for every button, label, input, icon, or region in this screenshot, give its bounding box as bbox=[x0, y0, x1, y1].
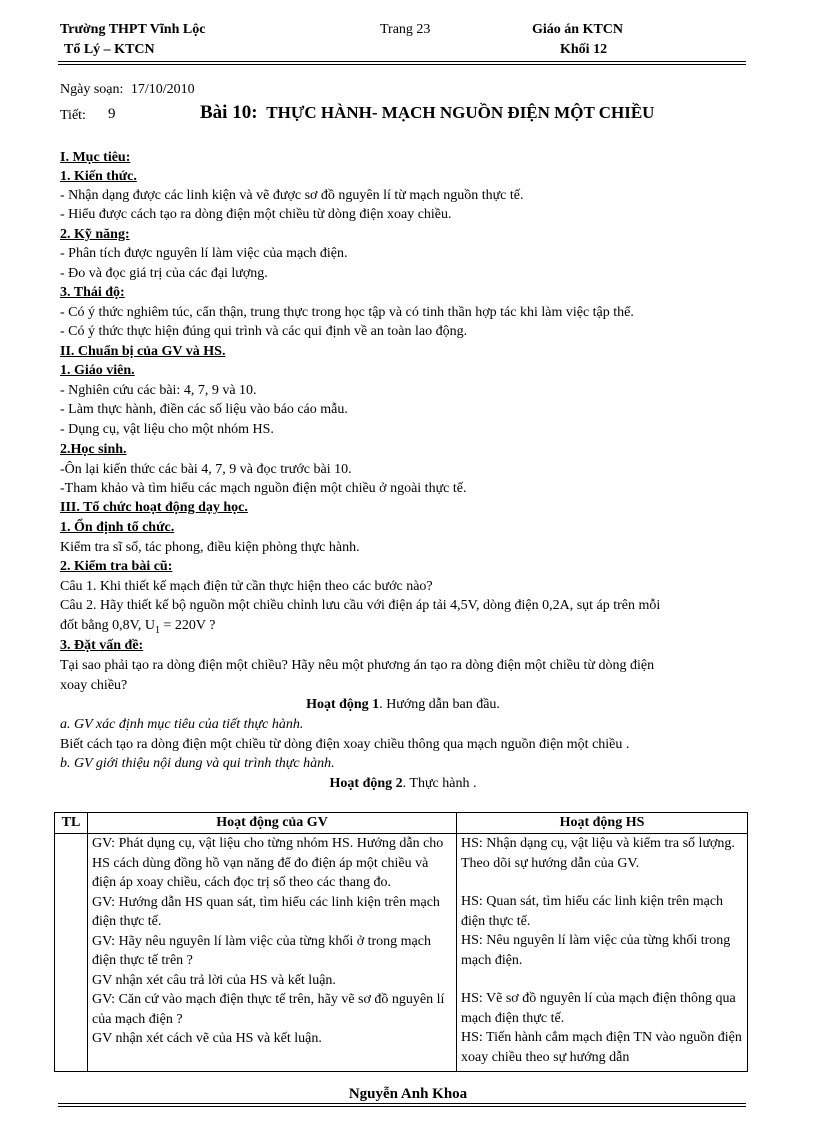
activity-2-subtitle: . Thực hành . bbox=[402, 776, 477, 791]
gv-step-5: GV: Căn cứ vào mạch điện thực tế trên, hãy vẽ sơ đồ nguyên lí của mạch điện ? bbox=[92, 992, 445, 1027]
cell-gv bbox=[88, 834, 457, 1072]
hs-step-5: HS: Tiến hành cắm mạch điện TN vào nguồn điện xoay chiều theo sự hướng dẫn bbox=[461, 1030, 742, 1065]
footer-rule-top bbox=[58, 1103, 746, 1104]
section-objectives: I. Mục tiêu: bbox=[60, 150, 131, 165]
skills-item-2: - Đo và đọc giá trị của các đại lượng. bbox=[60, 266, 268, 281]
hs-step-1: HS: Nhận dạng cụ, vật liệu và kiểm tra số lượng. Theo dõi sự hướng dẫn của GV. bbox=[461, 836, 735, 871]
activity-1-heading bbox=[60, 695, 746, 714]
period-label: Tiết: bbox=[60, 108, 86, 123]
date-line bbox=[60, 80, 195, 99]
section-activities: III. Tổ chức hoạt động dạy học. bbox=[60, 500, 248, 515]
organize-item: Kiểm tra sĩ số, tác phong, điều kiện phòng thực hành. bbox=[60, 540, 360, 555]
activity-1-title: Hoạt động 1 bbox=[306, 697, 380, 712]
knowledge-item-1: - Nhận dạng được các linh kiện và vẽ được sơ đồ nguyên lí từ mạch nguồn thực tế. bbox=[60, 188, 524, 203]
grade-name: Khối 12 bbox=[560, 42, 608, 57]
review-question-1: Câu 1. Khi thiết kế mạch điện tử cần thực hiện theo các bước nào? bbox=[60, 579, 433, 594]
col-header-tl: TL bbox=[55, 813, 88, 834]
page-number: Trang 23 bbox=[380, 22, 431, 37]
activity-1-subtitle: . Hướng dẫn ban đầu. bbox=[379, 697, 500, 712]
cell-hs bbox=[457, 834, 748, 1072]
department-name: Tổ Lý – KTCN bbox=[64, 42, 155, 57]
date-label: Ngày soạn: bbox=[60, 82, 124, 97]
hs-step-2: HS: Quan sát, tìm hiểu các linh kiện trên mạch điện thực tế. bbox=[461, 894, 724, 929]
header-rule-top bbox=[58, 61, 746, 62]
footer-rule-bottom bbox=[58, 1106, 746, 1107]
gv-step-3: GV: Hãy nêu nguyên lí làm việc của từng khối ở trong mạch điện thực tế trên ? bbox=[92, 933, 431, 968]
school-name: Trường THPT Vĩnh Lộc bbox=[60, 22, 206, 37]
subsection-knowledge: 1. Kiến thức. bbox=[60, 169, 137, 184]
teacher-item-3: - Dụng cụ, vật liệu cho một nhóm HS. bbox=[60, 422, 274, 437]
student-item-2: -Tham khảo và tìm hiểu các mạch nguồn điện một chiều ở ngoài thực tế. bbox=[60, 481, 467, 496]
subsection-skills: 2. Kỹ năng: bbox=[60, 227, 130, 242]
gv-step-2: GV: Hướng dẫn HS quan sát, tìm hiểu các linh kiện trên mạch điện thực tế. bbox=[92, 894, 440, 929]
activity-2-title: Hoạt động 2 bbox=[329, 776, 403, 791]
activity-1-a: a. GV xác định mục tiêu của tiết thực hành. bbox=[60, 717, 304, 732]
problem-line-1: Tại sao phải tạo ra dòng điện một chiều? Hãy nêu một phương án tạo ra dòng điện một chiều từ dòng điện bbox=[60, 658, 655, 673]
subsection-problem: 3. Đặt vấn đề: bbox=[60, 638, 144, 653]
knowledge-item-2: - Hiểu được cách tạo ra dòng điện một chiều từ dòng điện xoay chiều. bbox=[60, 207, 452, 222]
review-question-2-rest: = 220V ? bbox=[160, 618, 216, 633]
student-item-1: -Ôn lại kiến thức các bài 4, 7, 9 và đọc trước bài 10. bbox=[60, 462, 352, 477]
hs-step-4: HS: Vẽ sơ đồ nguyên lí của mạch điện thông qua mạch điện thực tế. bbox=[461, 991, 736, 1026]
subsection-organize: 1. Ổn định tổ chức. bbox=[60, 520, 175, 535]
date-value: 17/10/2010 bbox=[130, 82, 195, 97]
attitude-item-1: - Có ý thức nghiêm túc, cẩn thận, trung thực trong học tập và có tinh thần hợp tác khi làm việc tập thể. bbox=[60, 305, 634, 320]
subsection-review: 2. Kiểm tra bài cũ: bbox=[60, 559, 173, 574]
subsection-teacher: 1. Giáo viên. bbox=[60, 363, 135, 378]
subsection-attitude: 3. Thái độ: bbox=[60, 285, 125, 300]
gv-step-6: GV nhận xét cách vẽ của HS và kết luận. bbox=[92, 1031, 322, 1046]
table-header-row bbox=[55, 813, 748, 834]
col-header-hs: Hoạt động HS bbox=[457, 813, 748, 834]
activity-1-a-text: Biết cách tạo ra dòng điện một chiều từ dòng điện xoay chiều thông qua mạch nguồn điện một chiều . bbox=[60, 737, 630, 752]
lesson-number: Bài 10: bbox=[200, 102, 258, 123]
cell-tl bbox=[55, 834, 88, 1072]
skills-item-1: - Phân tích được nguyên lí làm việc của mạch điện. bbox=[60, 246, 348, 261]
subject-name: Giáo án KTCN bbox=[532, 22, 624, 37]
lesson-title bbox=[200, 102, 654, 124]
author-name: Nguyễn Anh Khoa bbox=[348, 1086, 468, 1102]
hs-step-3: HS: Nêu nguyên lí làm việc của từng khối trong mạch điện. bbox=[461, 933, 731, 968]
teacher-item-1: - Nghiên cứu các bài: 4, 7, 9 và 10. bbox=[60, 383, 257, 398]
attitude-item-2: - Có ý thức thực hiện đúng qui trình và các qui định về an toàn lao động. bbox=[60, 324, 468, 339]
period-value: 9 bbox=[108, 106, 116, 122]
review-question-2-subscript: 1 bbox=[155, 624, 161, 636]
teacher-item-2: - Làm thực hành, điền các số liệu vào báo cáo mẫu. bbox=[60, 402, 348, 417]
section-preparation: II. Chuẩn bị của GV và HS. bbox=[60, 344, 226, 359]
subsection-student: 2.Học sinh. bbox=[60, 442, 127, 457]
activity-2-heading bbox=[60, 774, 746, 793]
table-row bbox=[55, 834, 748, 1072]
gv-step-1: GV: Phát dụng cụ, vật liệu cho từng nhóm HS. Hướng dẫn cho HS cách dùng đồng hồ vạn năng để đo điện áp một chiều và điện áp xoay chiều, cách đọc trị số theo các thang đo. bbox=[92, 836, 444, 890]
review-question-2-text: đốt bằng 0,8V, U bbox=[60, 618, 156, 633]
activity-1-b: b. GV giới thiệu nội dung và qui trình thực hành. bbox=[60, 756, 335, 771]
col-header-gv: Hoạt động của GV bbox=[88, 813, 457, 834]
activity-table bbox=[54, 812, 748, 1072]
lesson-title-text: THỰC HÀNH- MẠCH NGUỒN ĐIỆN MỘT CHIỀU bbox=[266, 103, 655, 122]
problem-line-2: xoay chiều? bbox=[60, 678, 128, 693]
review-question-2: Câu 2. Hãy thiết kế bộ nguồn một chiều chỉnh lưu cầu với điện áp tải 4,5V, dòng điện 0,2A, sụt áp trên mỗi bbox=[60, 598, 661, 613]
gv-step-4: GV nhận xét câu trả lời của HS và kết luận. bbox=[92, 972, 336, 988]
header-rule-bottom bbox=[58, 64, 746, 65]
